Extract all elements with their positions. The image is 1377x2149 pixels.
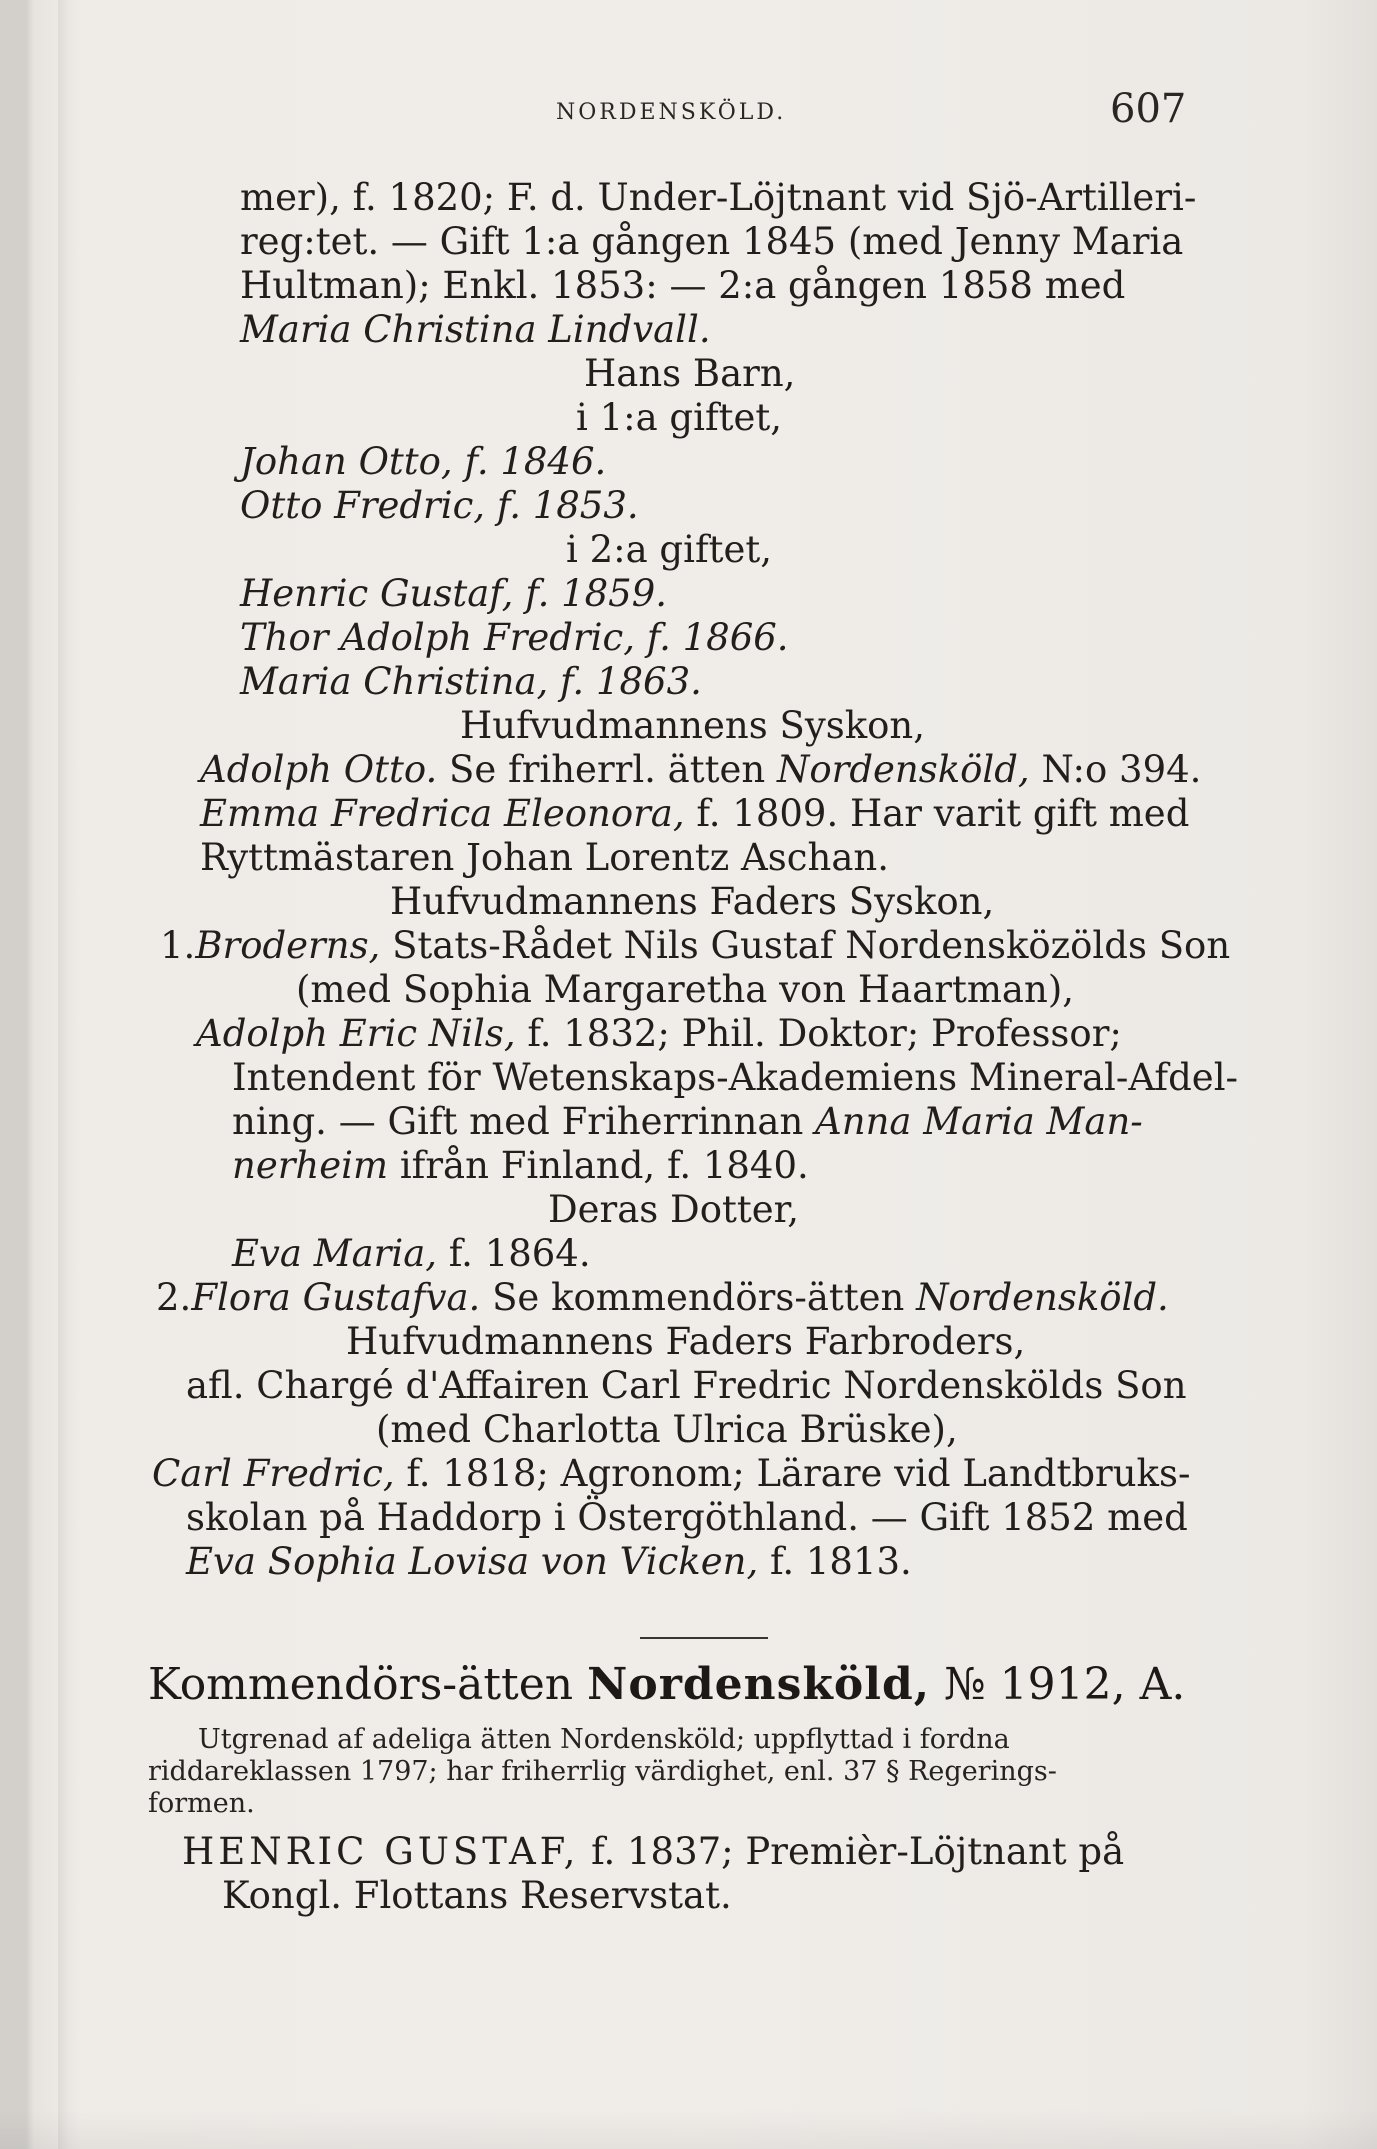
- text-line: [156, 1276, 1169, 1320]
- text-run: ifrån Finland, f. 1840.: [388, 1144, 809, 1187]
- note-line: Utgrenad af adeliga ätten Nordensköld; uppflyttad i fordna: [198, 1724, 1010, 1755]
- text-run: f. 1818; Agronom; Lärare vid Landtbruks-: [394, 1452, 1191, 1495]
- subheading: Hufvudmannens Faders Syskon,: [390, 880, 995, 923]
- text-line: mer), f. 1820; F. d. Under-Löjtnant vid Sjö-Artilleri-: [240, 176, 1197, 219]
- text-run: f. 1837; Premièr-Löjtnant på: [579, 1830, 1125, 1873]
- text-line: Ryttmästaren Johan Lorentz Aschan.: [200, 836, 889, 879]
- text-run: f. 1864.: [437, 1232, 591, 1275]
- note-line: riddareklassen 1797; har friherrlig värdighet, enl. 37 § Regerings-: [148, 1756, 1057, 1787]
- text-run: Eva Sophia Lovisa von Vicken,: [186, 1540, 759, 1583]
- note-line: formen.: [148, 1788, 255, 1819]
- subheading: Hans Barn,: [584, 352, 796, 395]
- text-line: afl. Chargé d'Affairen Carl Fredric Nordenskölds Son: [186, 1364, 1187, 1407]
- running-head: [0, 86, 1377, 136]
- text-line: [152, 1452, 1190, 1496]
- text-run: f. 1832; Phil. Doktor; Professor;: [515, 1012, 1122, 1055]
- text-run: Adolph Otto.: [200, 748, 438, 791]
- text-line: [232, 1144, 809, 1188]
- subheading: i 2:a giftet,: [566, 528, 773, 571]
- text-line: [200, 748, 1201, 792]
- text-line: (med Charlotta Ulrica Brüske),: [376, 1408, 958, 1451]
- text-run: Nordensköld,: [776, 748, 1030, 791]
- text-line: Maria Christina, f. 1863.: [240, 660, 702, 703]
- text-line: [196, 1012, 1122, 1056]
- text-line: Thor Adolph Fredric, f. 1866.: [240, 616, 789, 659]
- text-line: [186, 1540, 912, 1584]
- subheading: i 1:a giftet,: [576, 396, 783, 439]
- text-run: Flora Gustafva.: [191, 1276, 481, 1319]
- entry-name: HENRIC GUSTAF,: [182, 1830, 580, 1873]
- entry-line: [182, 1830, 1124, 1874]
- text-line: Henric Gustaf, f. 1859.: [240, 572, 668, 615]
- text-line: Intendent för Wetenskaps-Akademiens Mineral-Afdel-: [232, 1056, 1239, 1099]
- entry-line: Kongl. Flottans Reservstat.: [222, 1874, 732, 1917]
- text-line: skolan på Haddorp i Östergöthland. — Gift 1852 med: [186, 1496, 1188, 1539]
- section-heading-name: Nordensköld,: [587, 1659, 931, 1710]
- text-run: Se kommendörs-ätten: [480, 1276, 917, 1319]
- text-run: f. 1813.: [758, 1540, 912, 1583]
- text-line: [232, 1232, 591, 1276]
- text-run: Nordensköld.: [916, 1276, 1169, 1319]
- text-line: Hultman); Enkl. 1853: — 2:a gången 1858 med: [240, 264, 1126, 307]
- text-line: Maria Christina Lindvall.: [240, 308, 711, 351]
- text-run: 2.: [156, 1276, 192, 1319]
- text-line: (med Sophia Margaretha von Haartman),: [296, 968, 1075, 1011]
- page-bottom-shade: [0, 2109, 1377, 2149]
- subheading: Hufvudmannens Syskon,: [460, 704, 926, 747]
- text-run: nerheim: [232, 1144, 389, 1187]
- subheading: Hufvudmannens Faders Farbroders,: [346, 1320, 1026, 1363]
- text-line: [160, 924, 1230, 968]
- section-heading-prefix: Kommendörs-ätten: [148, 1659, 574, 1710]
- text-run: N:o 394.: [1029, 748, 1202, 791]
- section-heading-number: № 1912, A.: [944, 1659, 1186, 1710]
- section-heading: [148, 1658, 1185, 1712]
- text-line: Johan Otto, f. 1846.: [240, 440, 607, 483]
- text-run: Anna Maria Man-: [815, 1100, 1143, 1143]
- text-run: Carl Fredric,: [152, 1452, 395, 1495]
- text-run: Adolph Eric Nils,: [196, 1012, 516, 1055]
- running-head-title: NORDENSKÖLD.: [556, 100, 787, 125]
- text-run: 1.: [160, 924, 196, 967]
- text-run: f. 1809. Har varit gift med: [684, 792, 1190, 835]
- text-line: Otto Fredric, f. 1853.: [240, 484, 639, 527]
- text-run: Emma Fredrica Eleonora,: [200, 792, 685, 835]
- text-line: [232, 1100, 1143, 1144]
- section-divider: [640, 1637, 768, 1639]
- text-run: ning. — Gift med Friherrinnan: [232, 1100, 816, 1143]
- text-line: reg:tet. — Gift 1:a gången 1845 (med Jenny Maria: [240, 220, 1184, 263]
- text-run: Eva Maria,: [232, 1232, 438, 1275]
- text-line: [200, 792, 1189, 836]
- text-run: Se friherrl. ätten: [437, 748, 777, 791]
- page-gutter-shadow: [58, 0, 80, 2149]
- text-run: Stats-Rådet Nils Gustaf Nordensközölds Son: [380, 924, 1231, 967]
- text-run: Broderns,: [195, 924, 381, 967]
- page-number: 607: [1110, 86, 1187, 132]
- subheading: Deras Dotter,: [548, 1188, 800, 1231]
